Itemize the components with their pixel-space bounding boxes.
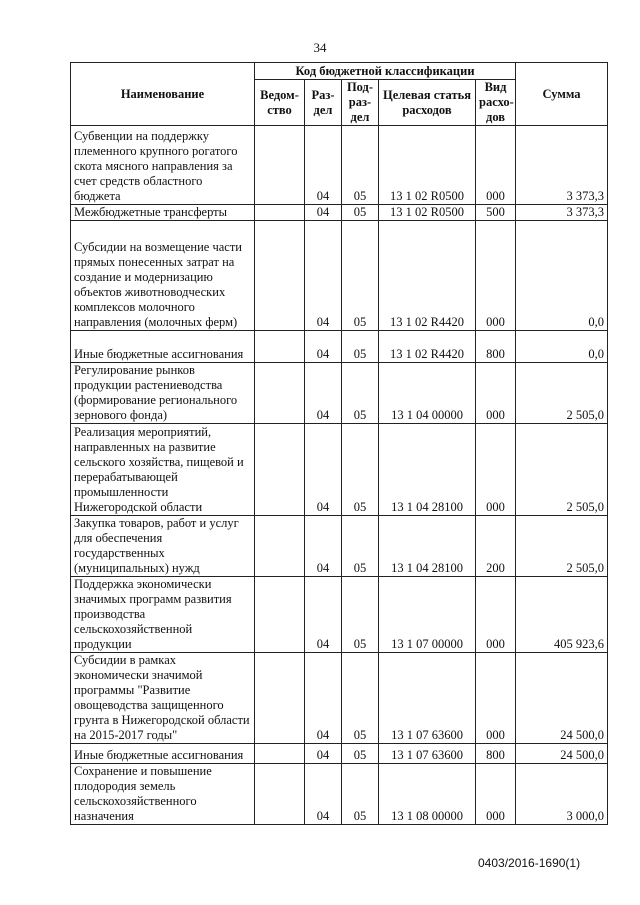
row-vid: 800 bbox=[476, 331, 516, 363]
row-vid: 000 bbox=[476, 653, 516, 744]
row-razdel: 04 bbox=[305, 331, 342, 363]
row-statya: 13 1 04 28100 bbox=[379, 424, 476, 516]
row-name: Субсидии в рамках экономически значимой программы "Развитие овощеводства защищенного грунта в Нижегородской области на 2015-2017 годы" bbox=[71, 653, 255, 744]
header-statya: Целевая статья расходов bbox=[379, 80, 476, 126]
row-summa: 24 500,0 bbox=[516, 744, 608, 764]
table-row bbox=[71, 744, 608, 764]
row-vedom bbox=[255, 424, 305, 516]
header-name: Наименование bbox=[71, 63, 255, 126]
row-podrazdel: 05 bbox=[342, 577, 379, 653]
row-statya: 13 1 07 63600 bbox=[379, 653, 476, 744]
row-statya: 13 1 04 00000 bbox=[379, 363, 476, 424]
row-vid: 200 bbox=[476, 516, 516, 577]
row-name: Регулирование рынков продукции растениеводства (формирование регионального зернового фонда) bbox=[71, 363, 255, 424]
row-vedom bbox=[255, 744, 305, 764]
row-statya: 13 1 02 R0500 bbox=[379, 126, 476, 205]
header-row-group bbox=[71, 63, 608, 80]
row-vedom bbox=[255, 764, 305, 825]
row-summa: 2 505,0 bbox=[516, 363, 608, 424]
row-podrazdel: 05 bbox=[342, 126, 379, 205]
row-vid: 500 bbox=[476, 205, 516, 221]
row-razdel: 04 bbox=[305, 205, 342, 221]
row-summa: 2 505,0 bbox=[516, 424, 608, 516]
row-name: Иные бюджетные ассигнования bbox=[71, 331, 255, 363]
row-name: Реализация мероприятий, направленных на развитие сельского хозяйства, пищевой и перерабатывающей промышленности Нижегородской области bbox=[71, 424, 255, 516]
row-razdel: 04 bbox=[305, 577, 342, 653]
row-vedom bbox=[255, 577, 305, 653]
row-vedom bbox=[255, 653, 305, 744]
row-name: Субвенции на поддержку племенного крупного рогатого скота мясного направления за счет средств областного бюджета bbox=[71, 126, 255, 205]
row-name: Иные бюджетные ассигнования bbox=[71, 744, 255, 764]
row-razdel: 04 bbox=[305, 363, 342, 424]
table-row bbox=[71, 653, 608, 744]
row-podrazdel: 05 bbox=[342, 516, 379, 577]
row-vid: 800 bbox=[476, 744, 516, 764]
row-razdel: 04 bbox=[305, 653, 342, 744]
row-statya: 13 1 02 R4420 bbox=[379, 221, 476, 331]
table-body bbox=[71, 126, 608, 825]
table-row bbox=[71, 363, 608, 424]
budget-table bbox=[70, 62, 608, 825]
row-podrazdel: 05 bbox=[342, 764, 379, 825]
row-statya: 13 1 07 00000 bbox=[379, 577, 476, 653]
row-summa: 2 505,0 bbox=[516, 516, 608, 577]
row-summa: 24 500,0 bbox=[516, 653, 608, 744]
header-vedom: Ведом-ство bbox=[255, 80, 305, 126]
row-razdel: 04 bbox=[305, 764, 342, 825]
table-row bbox=[71, 205, 608, 221]
table-row bbox=[71, 577, 608, 653]
row-vedom bbox=[255, 205, 305, 221]
row-vid: 000 bbox=[476, 577, 516, 653]
row-statya: 13 1 08 00000 bbox=[379, 764, 476, 825]
row-statya: 13 1 02 R4420 bbox=[379, 331, 476, 363]
row-vid: 000 bbox=[476, 221, 516, 331]
row-summa: 0,0 bbox=[516, 221, 608, 331]
row-podrazdel: 05 bbox=[342, 424, 379, 516]
row-name: Закупка товаров, работ и услуг для обеспечения государственных (муниципальных) нужд bbox=[71, 516, 255, 577]
table-row bbox=[71, 221, 608, 331]
row-vedom bbox=[255, 363, 305, 424]
row-podrazdel: 05 bbox=[342, 205, 379, 221]
row-podrazdel: 05 bbox=[342, 221, 379, 331]
table-row bbox=[71, 126, 608, 205]
header-classification-group: Код бюджетной классификации bbox=[255, 63, 516, 80]
row-podrazdel: 05 bbox=[342, 363, 379, 424]
row-razdel: 04 bbox=[305, 744, 342, 764]
row-vid: 000 bbox=[476, 424, 516, 516]
row-statya: 13 1 02 R0500 bbox=[379, 205, 476, 221]
row-vedom bbox=[255, 126, 305, 205]
row-podrazdel: 05 bbox=[342, 653, 379, 744]
row-summa: 3 000,0 bbox=[516, 764, 608, 825]
row-vedom bbox=[255, 516, 305, 577]
row-statya: 13 1 04 28100 bbox=[379, 516, 476, 577]
row-vid: 000 bbox=[476, 363, 516, 424]
table-row bbox=[71, 764, 608, 825]
row-name: Межбюджетные трансферты bbox=[71, 205, 255, 221]
row-vid: 000 bbox=[476, 126, 516, 205]
row-vedom bbox=[255, 331, 305, 363]
header-podrazdel: Под-раз-дел bbox=[342, 80, 379, 126]
row-podrazdel: 05 bbox=[342, 744, 379, 764]
row-summa: 3 373,3 bbox=[516, 126, 608, 205]
row-razdel: 04 bbox=[305, 424, 342, 516]
row-summa: 405 923,6 bbox=[516, 577, 608, 653]
page-number: 34 bbox=[313, 40, 327, 55]
table-row bbox=[71, 516, 608, 577]
row-vid: 000 bbox=[476, 764, 516, 825]
row-name: Поддержка экономически значимых программ развития производства сельскохозяйственной продукции bbox=[71, 577, 255, 653]
row-vedom bbox=[255, 221, 305, 331]
row-statya: 13 1 07 63600 bbox=[379, 744, 476, 764]
row-razdel: 04 bbox=[305, 126, 342, 205]
row-summa: 3 373,3 bbox=[516, 205, 608, 221]
row-razdel: 04 bbox=[305, 221, 342, 331]
row-summa: 0,0 bbox=[516, 331, 608, 363]
table-row bbox=[71, 424, 608, 516]
document-code: 0403/2016-1690(1) bbox=[478, 856, 581, 870]
header-razdel: Раз-дел bbox=[305, 80, 342, 126]
row-name: Сохранение и повышение плодородия земель сельскохозяйственного назначения bbox=[71, 764, 255, 825]
row-razdel: 04 bbox=[305, 516, 342, 577]
header-summa: Сумма bbox=[516, 63, 608, 126]
row-name: Субсидии на возмещение части прямых понесенных затрат на создание и модернизацию объектов животноводческих комплексов молочного направления (молочных ферм) bbox=[71, 221, 255, 331]
row-podrazdel: 05 bbox=[342, 331, 379, 363]
table-row bbox=[71, 331, 608, 363]
header-vid: Вид расхо-дов bbox=[476, 80, 516, 126]
